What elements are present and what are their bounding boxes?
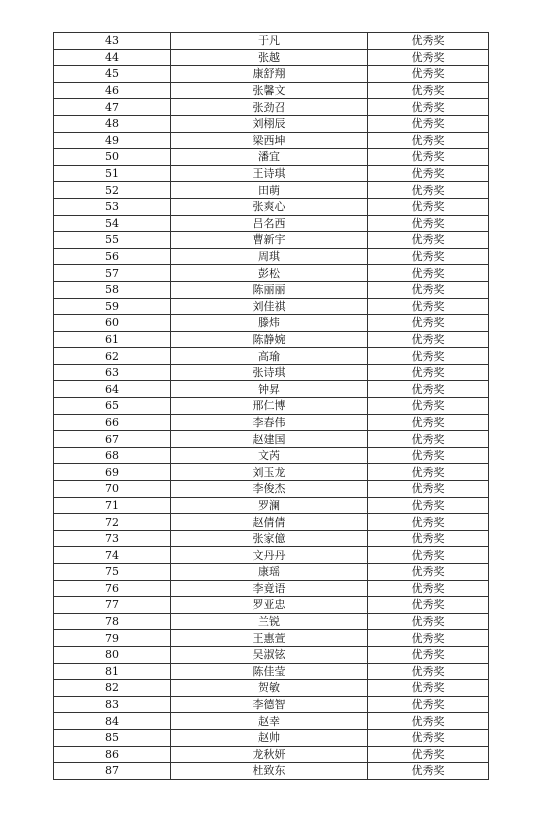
row-number-cell: 64 — [54, 381, 171, 398]
award-cell: 优秀奖 — [368, 696, 489, 713]
row-number-cell: 50 — [54, 149, 171, 166]
table-row — [54, 398, 489, 415]
award-table-body — [54, 33, 489, 780]
table-row — [54, 663, 489, 680]
row-number-cell: 77 — [54, 597, 171, 614]
row-number-cell: 49 — [54, 132, 171, 149]
name-cell: 张爽心 — [171, 198, 368, 215]
row-number-cell: 66 — [54, 414, 171, 431]
award-cell: 优秀奖 — [368, 514, 489, 531]
award-cell: 优秀奖 — [368, 646, 489, 663]
row-number-cell: 80 — [54, 646, 171, 663]
name-cell: 罗澜 — [171, 497, 368, 514]
table-row — [54, 165, 489, 182]
award-cell: 优秀奖 — [368, 215, 489, 232]
row-number-cell: 56 — [54, 248, 171, 265]
award-table — [53, 32, 489, 780]
award-cell: 优秀奖 — [368, 315, 489, 332]
name-cell: 陈静婉 — [171, 331, 368, 348]
table-row — [54, 613, 489, 630]
name-cell: 兰锐 — [171, 613, 368, 630]
award-cell: 优秀奖 — [368, 630, 489, 647]
row-number-cell: 85 — [54, 729, 171, 746]
award-cell: 优秀奖 — [368, 165, 489, 182]
row-number-cell: 72 — [54, 514, 171, 531]
name-cell: 高瑜 — [171, 348, 368, 365]
table-row — [54, 431, 489, 448]
name-cell: 李俊杰 — [171, 481, 368, 498]
name-cell: 文丹丹 — [171, 547, 368, 564]
row-number-cell: 87 — [54, 763, 171, 780]
name-cell: 彭松 — [171, 265, 368, 282]
name-cell: 刘玉龙 — [171, 464, 368, 481]
row-number-cell: 45 — [54, 66, 171, 83]
table-row — [54, 580, 489, 597]
table-row — [54, 182, 489, 199]
row-number-cell: 59 — [54, 298, 171, 315]
award-cell: 优秀奖 — [368, 132, 489, 149]
row-number-cell: 78 — [54, 613, 171, 630]
award-cell: 优秀奖 — [368, 713, 489, 730]
row-number-cell: 53 — [54, 198, 171, 215]
table-row — [54, 348, 489, 365]
row-number-cell: 57 — [54, 265, 171, 282]
table-row — [54, 547, 489, 564]
row-number-cell: 46 — [54, 82, 171, 99]
table-row — [54, 33, 489, 50]
name-cell: 于凡 — [171, 33, 368, 50]
name-cell: 张劲召 — [171, 99, 368, 116]
award-cell: 优秀奖 — [368, 398, 489, 415]
table-row — [54, 729, 489, 746]
table-row — [54, 763, 489, 780]
award-cell: 优秀奖 — [368, 149, 489, 166]
name-cell: 曹新宇 — [171, 232, 368, 249]
award-cell: 优秀奖 — [368, 265, 489, 282]
award-cell: 优秀奖 — [368, 597, 489, 614]
table-row — [54, 414, 489, 431]
award-cell: 优秀奖 — [368, 33, 489, 50]
name-cell: 田萌 — [171, 182, 368, 199]
row-number-cell: 82 — [54, 680, 171, 697]
row-number-cell: 43 — [54, 33, 171, 50]
name-cell: 杜致东 — [171, 763, 368, 780]
award-cell: 优秀奖 — [368, 763, 489, 780]
row-number-cell: 79 — [54, 630, 171, 647]
row-number-cell: 44 — [54, 49, 171, 66]
award-cell: 优秀奖 — [368, 298, 489, 315]
award-cell: 优秀奖 — [368, 348, 489, 365]
name-cell: 张诗琪 — [171, 364, 368, 381]
award-cell: 优秀奖 — [368, 115, 489, 132]
name-cell: 罗亚忠 — [171, 597, 368, 614]
table-row — [54, 381, 489, 398]
row-number-cell: 58 — [54, 281, 171, 298]
award-cell: 优秀奖 — [368, 431, 489, 448]
table-row — [54, 447, 489, 464]
name-cell: 李春伟 — [171, 414, 368, 431]
row-number-cell: 81 — [54, 663, 171, 680]
name-cell: 邢仁博 — [171, 398, 368, 415]
award-cell: 优秀奖 — [368, 248, 489, 265]
table-row — [54, 680, 489, 697]
name-cell: 梁西坤 — [171, 132, 368, 149]
row-number-cell: 86 — [54, 746, 171, 763]
name-cell: 吕名西 — [171, 215, 368, 232]
award-cell: 优秀奖 — [368, 99, 489, 116]
award-cell: 优秀奖 — [368, 564, 489, 581]
award-cell: 优秀奖 — [368, 547, 489, 564]
name-cell: 钟昇 — [171, 381, 368, 398]
name-cell: 张家億 — [171, 530, 368, 547]
table-row — [54, 132, 489, 149]
award-cell: 优秀奖 — [368, 331, 489, 348]
table-row — [54, 331, 489, 348]
row-number-cell: 84 — [54, 713, 171, 730]
row-number-cell: 71 — [54, 497, 171, 514]
row-number-cell: 70 — [54, 481, 171, 498]
award-cell: 优秀奖 — [368, 580, 489, 597]
name-cell: 陈丽丽 — [171, 281, 368, 298]
award-cell: 优秀奖 — [368, 198, 489, 215]
table-row — [54, 597, 489, 614]
table-row — [54, 497, 489, 514]
table-row — [54, 49, 489, 66]
award-cell: 优秀奖 — [368, 281, 489, 298]
name-cell: 赵帅 — [171, 729, 368, 746]
row-number-cell: 48 — [54, 115, 171, 132]
name-cell: 贺敏 — [171, 680, 368, 697]
table-row — [54, 713, 489, 730]
table-row — [54, 514, 489, 531]
table-row — [54, 99, 489, 116]
row-number-cell: 73 — [54, 530, 171, 547]
row-number-cell: 62 — [54, 348, 171, 365]
award-cell: 优秀奖 — [368, 49, 489, 66]
award-cell: 优秀奖 — [368, 729, 489, 746]
table-row — [54, 364, 489, 381]
row-number-cell: 54 — [54, 215, 171, 232]
name-cell: 周琪 — [171, 248, 368, 265]
table-row — [54, 248, 489, 265]
award-cell: 优秀奖 — [368, 497, 489, 514]
name-cell: 刘栩辰 — [171, 115, 368, 132]
table-row — [54, 481, 489, 498]
row-number-cell: 63 — [54, 364, 171, 381]
table-row — [54, 646, 489, 663]
table-row — [54, 564, 489, 581]
name-cell: 龙秋妍 — [171, 746, 368, 763]
name-cell: 文芮 — [171, 447, 368, 464]
row-number-cell: 60 — [54, 315, 171, 332]
table-row — [54, 215, 489, 232]
name-cell: 赵幸 — [171, 713, 368, 730]
award-cell: 优秀奖 — [368, 381, 489, 398]
name-cell: 陈佳莹 — [171, 663, 368, 680]
award-cell: 优秀奖 — [368, 182, 489, 199]
award-cell: 优秀奖 — [368, 746, 489, 763]
award-cell: 优秀奖 — [368, 66, 489, 83]
row-number-cell: 83 — [54, 696, 171, 713]
table-row — [54, 696, 489, 713]
award-cell: 优秀奖 — [368, 414, 489, 431]
name-cell: 李德智 — [171, 696, 368, 713]
row-number-cell: 74 — [54, 547, 171, 564]
table-row — [54, 530, 489, 547]
name-cell: 张馨文 — [171, 82, 368, 99]
row-number-cell: 65 — [54, 398, 171, 415]
row-number-cell: 61 — [54, 331, 171, 348]
award-cell: 优秀奖 — [368, 364, 489, 381]
table-row — [54, 315, 489, 332]
award-cell: 优秀奖 — [368, 613, 489, 630]
award-cell: 优秀奖 — [368, 530, 489, 547]
name-cell: 王诗琪 — [171, 165, 368, 182]
name-cell: 滕炜 — [171, 315, 368, 332]
award-cell: 优秀奖 — [368, 232, 489, 249]
table-row — [54, 746, 489, 763]
row-number-cell: 68 — [54, 447, 171, 464]
row-number-cell: 76 — [54, 580, 171, 597]
award-cell: 优秀奖 — [368, 680, 489, 697]
row-number-cell: 51 — [54, 165, 171, 182]
row-number-cell: 69 — [54, 464, 171, 481]
row-number-cell: 52 — [54, 182, 171, 199]
name-cell: 赵建国 — [171, 431, 368, 448]
table-row — [54, 298, 489, 315]
award-cell: 优秀奖 — [368, 447, 489, 464]
table-row — [54, 630, 489, 647]
name-cell: 张越 — [171, 49, 368, 66]
award-cell: 优秀奖 — [368, 464, 489, 481]
table-row — [54, 232, 489, 249]
name-cell: 康舒翔 — [171, 66, 368, 83]
table-row — [54, 149, 489, 166]
award-cell: 优秀奖 — [368, 82, 489, 99]
name-cell: 赵倩倩 — [171, 514, 368, 531]
award-cell: 优秀奖 — [368, 663, 489, 680]
table-row — [54, 66, 489, 83]
table-row — [54, 464, 489, 481]
name-cell: 康瑶 — [171, 564, 368, 581]
name-cell: 吴淑铉 — [171, 646, 368, 663]
table-row — [54, 115, 489, 132]
row-number-cell: 55 — [54, 232, 171, 249]
name-cell: 李竟语 — [171, 580, 368, 597]
name-cell: 潘宜 — [171, 149, 368, 166]
row-number-cell: 67 — [54, 431, 171, 448]
row-number-cell: 75 — [54, 564, 171, 581]
table-row — [54, 265, 489, 282]
row-number-cell: 47 — [54, 99, 171, 116]
table-row — [54, 82, 489, 99]
name-cell: 刘佳祺 — [171, 298, 368, 315]
table-row — [54, 198, 489, 215]
award-cell: 优秀奖 — [368, 481, 489, 498]
table-row — [54, 281, 489, 298]
name-cell: 王惠萱 — [171, 630, 368, 647]
